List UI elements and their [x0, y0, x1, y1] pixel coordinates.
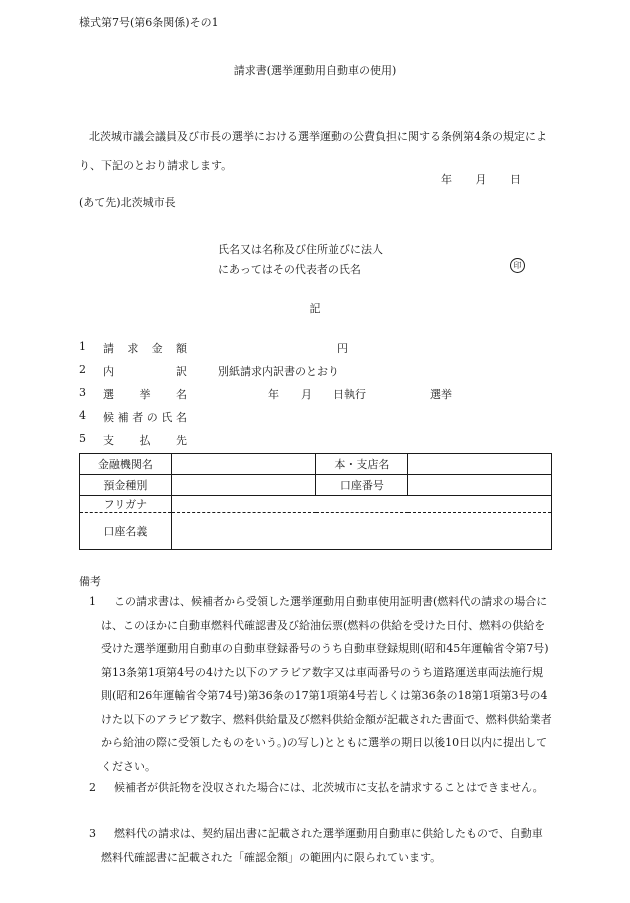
- item-number: 3: [79, 386, 86, 399]
- intro-paragraph: 北茨城市議会議員及び市長の選挙における選挙運動の公費負担に関する条例第4条の規定により、下記のとおり請求します。: [79, 130, 547, 172]
- note-text: 燃料代の請求は、契約届出書に記載された選挙運動用自動車に供給したもので、自動車燃料代確認書に記載された「確認金額」の範囲内に限られています。: [101, 827, 543, 864]
- bank-name-label: 金融機関名: [80, 454, 172, 475]
- date-year: 年: [441, 173, 452, 186]
- document-title: 請求書(選挙運動用自動車の使用): [233, 64, 397, 77]
- election-month: 月: [301, 388, 312, 401]
- election-day: 日執行: [333, 388, 366, 401]
- form-number: 様式第7号(第6条関係)その1: [79, 16, 219, 29]
- item-number: 4: [79, 409, 86, 422]
- date-day: 日: [510, 173, 521, 186]
- item-label: 候 補 者 の 氏 名: [103, 411, 187, 424]
- remarks-note-3: [89, 822, 552, 869]
- furigana-field[interactable]: [171, 496, 551, 513]
- date-month: 月: [475, 173, 487, 186]
- note-text: この請求書は、候補者から受領した選挙運動用自動車使用証明書(燃料代の請求の場合には、このほかに自動車燃料代確認書及び給油伝票(燃料の供給を受けた日付、燃料の供給を受けた選挙運動用自動車の自動車登録番号のうち自動車登録規則(昭和45年運輸省令第7号)第13条第1項第4号の4けた以下のアラビア数字又は車両番号のうち道路運送車両法施行規則(昭和26年運輸省令第74号)第36条の17第1項第4号若しくは第36条の18第1項第3号の4けた以下のアラビア数字、燃料供給量及び燃料供給金額が記載された書面で、燃料供給業者から給油の際に受領したものをいう。)の写し)とともに選挙の期日以後10日以内に提出してください。: [101, 595, 552, 773]
- item-number: 5: [79, 432, 86, 445]
- deposit-type-field[interactable]: [171, 475, 316, 496]
- account-holder-field[interactable]: [171, 513, 551, 550]
- item-label: 支 払 先: [103, 434, 187, 447]
- account-number-field[interactable]: [408, 475, 552, 496]
- applicant-line-2: にあってはその代表者の氏名: [218, 263, 361, 276]
- applicant-line-1: 氏名又は名称及び住所並びに法人: [218, 243, 383, 256]
- branch-label: 本・支店名: [316, 454, 408, 475]
- account-number-label: 口座番号: [316, 475, 408, 496]
- item-value: 円: [337, 342, 348, 355]
- table-row: [80, 475, 552, 496]
- furigana-label: フリガナ: [80, 496, 172, 513]
- election-suffix: 選挙: [430, 388, 452, 401]
- table-row: [80, 454, 552, 475]
- note-number: 2: [89, 781, 96, 794]
- bank-name-field[interactable]: [171, 454, 316, 475]
- ki-heading: 記: [309, 302, 321, 315]
- item-value: 別紙請求内訳書のとおり: [218, 365, 339, 378]
- account-holder-label: 口座名義: [80, 513, 172, 550]
- item-label: 内 訳: [103, 365, 187, 378]
- date-line: [441, 171, 521, 187]
- item-label: 請 求 金 額: [103, 342, 187, 355]
- election-year: 年: [268, 388, 279, 401]
- note-text: 候補者が供託物を没収された場合には、北茨城市に支払を請求することはできません。: [114, 781, 544, 794]
- remarks-note-2: [89, 776, 552, 800]
- branch-field[interactable]: [408, 454, 552, 475]
- item-number: 2: [79, 363, 86, 376]
- remarks-heading: 備考: [79, 575, 101, 588]
- note-number: 1: [89, 595, 96, 608]
- bank-account-table: [79, 453, 552, 550]
- item-label: 選 挙 名: [103, 388, 187, 401]
- item-number: 1: [79, 340, 86, 353]
- deposit-type-label: 預金種別: [80, 475, 172, 496]
- note-number: 3: [89, 827, 96, 840]
- remarks-note-1: [89, 590, 552, 778]
- seal-mark: 印: [510, 258, 525, 273]
- table-row: [80, 513, 552, 550]
- table-row: [80, 496, 552, 513]
- applicant-block: [218, 240, 383, 280]
- addressee: (あて先)北茨城市長: [79, 196, 176, 209]
